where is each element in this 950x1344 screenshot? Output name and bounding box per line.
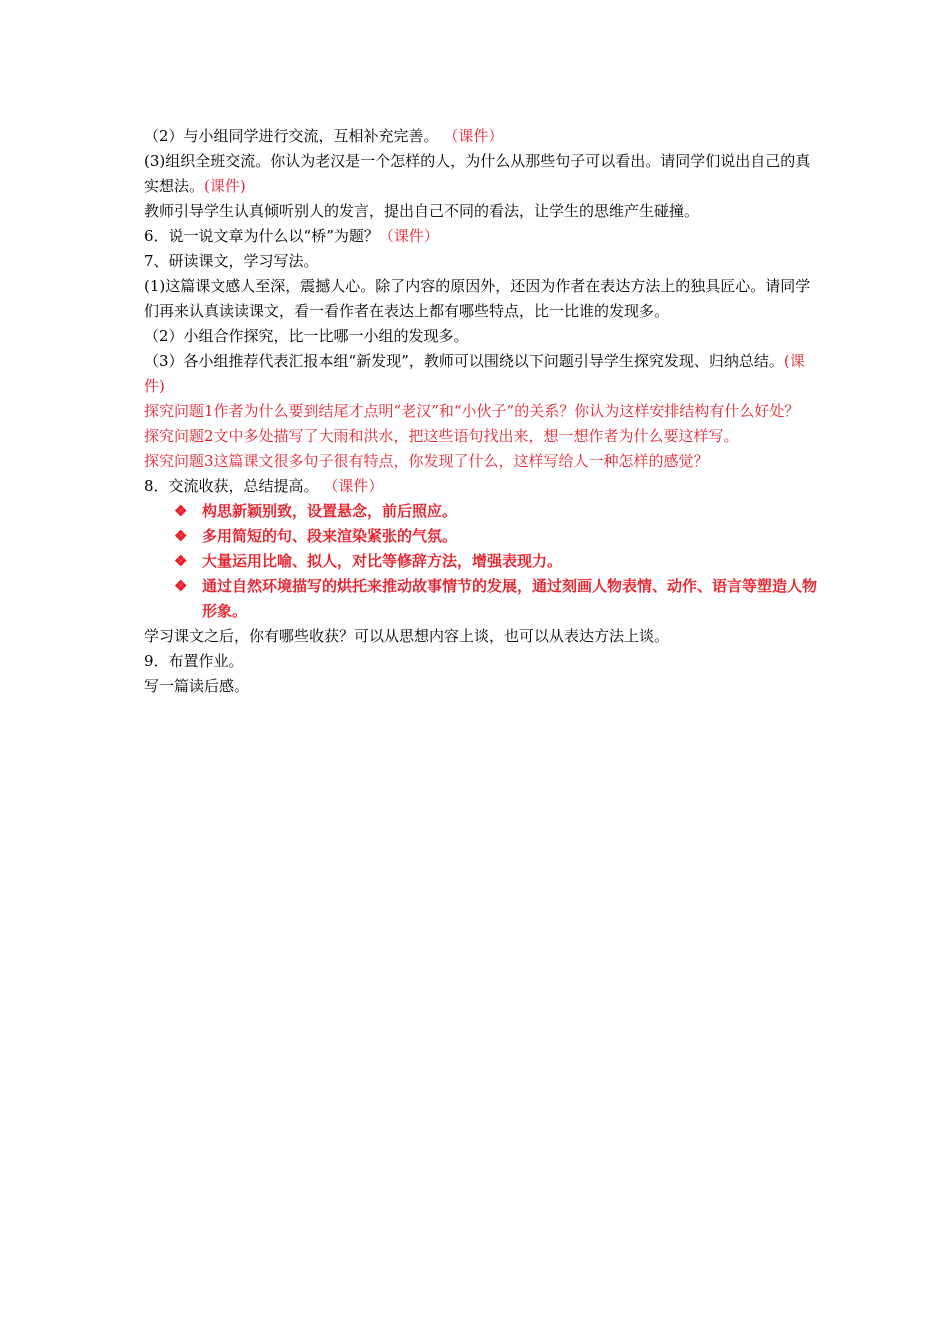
paragraph-text: （2）小组合作探究，比一比哪一小组的发现多。 [144, 327, 469, 345]
courseware-tag: (课件) [144, 352, 805, 395]
paragraph-class-exchange [144, 149, 824, 199]
paragraph-text: 7、研读课文，学习写法。 [144, 252, 319, 270]
section-heading-study-writing [144, 249, 824, 274]
summary-bullet-item [144, 524, 824, 549]
paragraph-text: （2）与小组同学进行交流，互相补充完善。 [144, 127, 439, 145]
paragraph-text: 教师引导学生认真倾听别人的发言，提出自己不同的看法，让学生的思维产生碰撞。 [144, 202, 700, 220]
paragraph-expression-features [144, 274, 824, 324]
section-heading-homework [144, 649, 824, 674]
paragraph-text: (1)这篇课文感人至深，震撼人心。除了内容的原因外，还因为作者在表达方法上的独具匠心。请同学们再来认真读读课文，看一看作者在表达上都有哪些特点，比一比谁的发现多。 [144, 277, 811, 320]
bullet-text: 通过自然环境描写的烘托来推动故事情节的发展，通过刻画人物表情、动作、语言等塑造人物形象。 [202, 577, 818, 620]
paragraph-text: 写一篇读后感。 [144, 677, 250, 695]
paragraph-text: 学习课文之后，你有哪些收获？可以从思想内容上谈，也可以从表达方法上谈。 [144, 627, 670, 645]
paragraph-text: 9．布置作业。 [144, 652, 244, 670]
paragraph-text: 6．说一说文章为什么以“桥”为题？ [144, 227, 379, 245]
summary-bullet-item [144, 549, 824, 574]
paragraph-homework-task [144, 674, 824, 699]
paragraph-title-question [144, 224, 824, 249]
diamond-bullet-icon: ❖ [174, 502, 188, 520]
paragraph-teacher-guide [144, 199, 824, 224]
paragraph-report-findings [144, 349, 824, 399]
diamond-bullet-icon: ❖ [174, 552, 188, 570]
explore-question-1: 探究问题1作者为什么要到结尾才点明“老汉”和“小伙子”的关系？你认为这样安排结构有什么好处？ [144, 402, 800, 420]
bullet-text: 大量运用比喻、拟人，对比等修辞方法，增强表现力。 [202, 552, 563, 570]
summary-bullet-item [144, 499, 824, 524]
courseware-tag: （课件） [443, 127, 504, 145]
courseware-tag: （课件） [378, 227, 439, 245]
paragraph-group-explore [144, 324, 824, 349]
bullet-text: 构思新颖别致，设置悬念，前后照应。 [202, 502, 458, 520]
bullet-text: 多用简短的句、段来渲染紧张的气氛。 [202, 527, 458, 545]
paragraph-text: 8．交流收获，总结提高。 [144, 477, 319, 495]
explore-question-2: 探究问题2文中多处描写了大雨和洪水，把这些语句找出来，想一想作者为什么要这样写。 [144, 427, 739, 445]
explore-question-3: 探究问题3这篇课文很多句子很有特点，你发现了什么，这样写给人一种怎样的感觉？ [144, 452, 709, 470]
paragraph-harvest-question [144, 624, 824, 649]
paragraph-text: (3)组织全班交流。你认为老汉是一个怎样的人，为什么从那些句子可以看出。请同学们说出自己的真实想法。 [144, 152, 811, 195]
paragraph-group-exchange [144, 124, 824, 149]
document-body [144, 124, 824, 699]
courseware-tag: （课件） [323, 477, 384, 495]
paragraph-text: （3）各小组推荐代表汇报本组“新发现”，教师可以围绕以下问题引导学生探究发现、归纳总结。 [144, 352, 784, 370]
courseware-tag: (课件) [204, 177, 246, 195]
summary-bullet-list [144, 499, 824, 624]
section-heading-summary [144, 474, 824, 499]
summary-bullet-item [144, 574, 824, 624]
diamond-bullet-icon: ❖ [174, 527, 188, 545]
diamond-bullet-icon: ❖ [174, 577, 188, 595]
